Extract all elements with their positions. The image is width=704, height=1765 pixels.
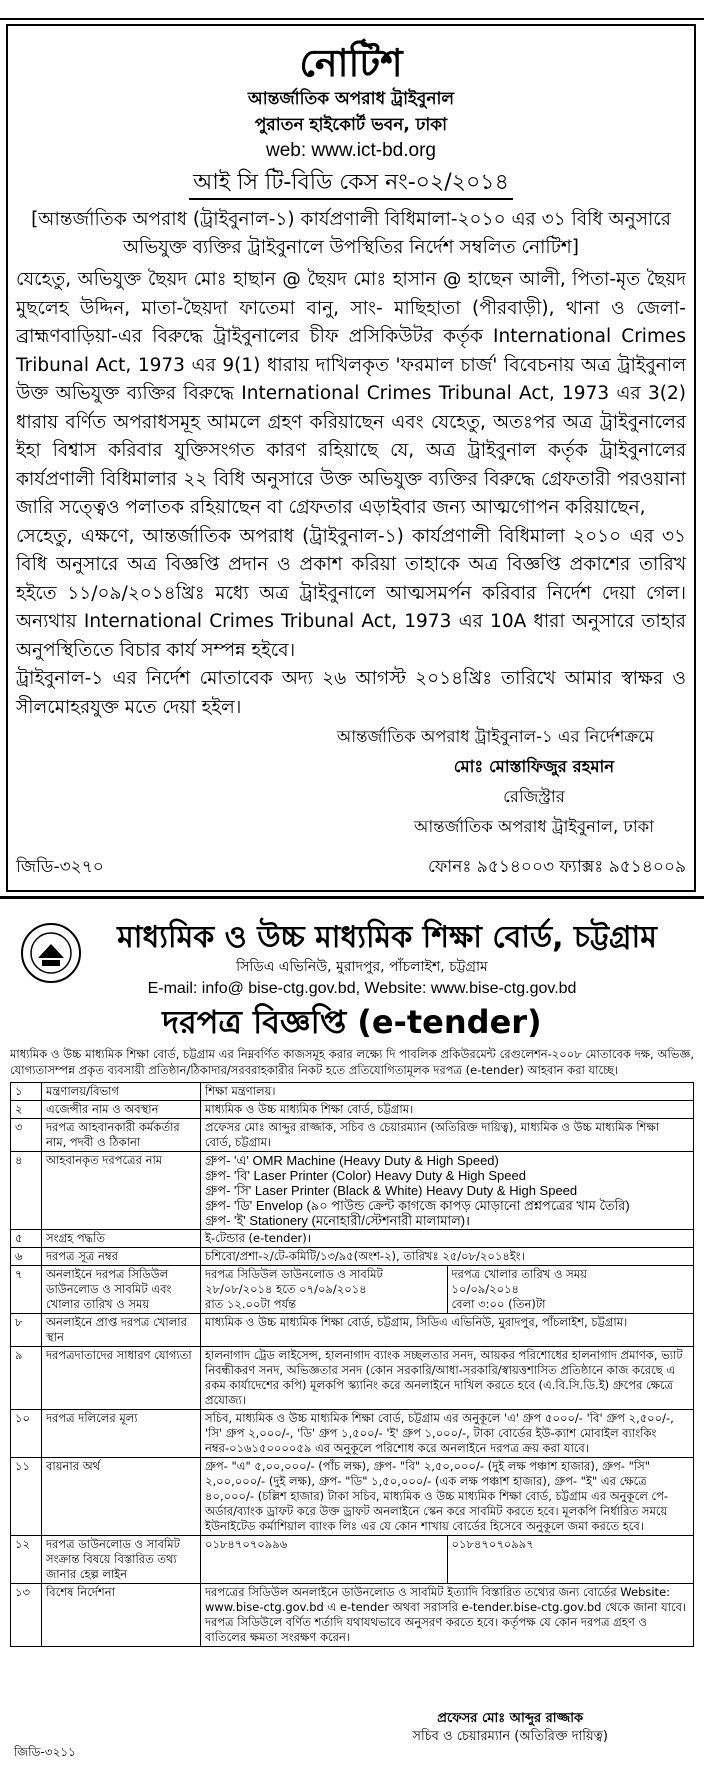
table-row: ১২ দরপত্র ডাউনলোড ও সাবমিট সংক্রান্ত বিষয়ে বিস্তারিত তথ্য জানার হেল্প লাইন ০১৮৪৭০৭০৯৯৬ ০১৮৪৭০৭০৯৯৭ bbox=[11, 1536, 694, 1584]
tender-table bbox=[10, 1082, 694, 1647]
board-logo-icon bbox=[20, 922, 82, 984]
notice-subject: [আন্তর্জাতিক অপরাধ (ট্রাইবুনাল-১) কার্যপ্রণালী বিধিমালা-২০১০ এর ৩১ বিধি অনুসারে অভিযুক্ত ব্যক্তির ট্রাইবুনালে উপস্থিতির নির্দেশ সম্বলিত নোটিশ] bbox=[31, 209, 671, 258]
tribunal-website[interactable]: web: www.ict-bd.org bbox=[265, 140, 436, 161]
table-row: ১ মন্ত্রণালয়/বিভাগ শিক্ষা মন্ত্রণালয়। bbox=[11, 1083, 694, 1101]
top-border bbox=[0, 18, 704, 20]
tribunal-address: পুরাতন হাইকোর্ট ভবন, ঢাকা bbox=[254, 115, 448, 135]
signer-name: মোঃ মোস্তাফিজুর রহমান bbox=[453, 757, 615, 776]
paragraph-1: যেহেতু, অভিযুক্ত ছৈয়দ মোঃ হাছান @ ছৈয়দ মোঃ হাসান @ হাছেন আলী, পিতা-মৃত ছৈয়দ মুছলেহ উদ্দিন, মাতা-ছৈয়দা ফাতেমা বানু, সাং- মাছিহাতা (পীরবাড়ী), থানা ও জেলা-ব্রাহ্মণবাড়িয়া-এর বিরুদ্ধে ট্রাইবুনালের চীফ প্রসিকিউটর কর্তৃক International Crimes Tribunal Act, 1973 এর 9(1) ধারায় দাখিলকৃত 'ফরমাল চার্জ' বিবেচনায় অত্র ট্রাইবুনাল উক্ত অভিযুক্ত ব্যক্তির বিরুদ্ধে International Crimes Tribunal Act, 1973 এর 3(2) ধারায় বর্ণিত অপরাধসমূহ আমলে গ্রহণ করিয়াছেন এবং যেহেতু, অতঃপর অত্র ট্রাইবুনালের ইহা বিশ্বাস করিবার যুক্তিসংগত কারণ রহিয়াছে যে, অত্র ট্রাইবুনাল কর্তৃক ট্রাইবুনালের কার্যপ্রণালী বিধিমালার ২২ বিধি অনুসারে উক্ত অভিযুক্ত ব্যক্তির বিরুদ্ধে গ্রেফতারী পরওয়ানা জারি সত্ত্বেও পলাতক রহিয়াছেন বা গ্রেফতার এড়াইবার জন্য আত্মগোপন করিয়াছেন, bbox=[16, 269, 686, 518]
tender-signature: প্রফেসর মোঃ আব্দুর রাজ্জাক সচিব ও চেয়ারম্যান (অতিরিক্ত দায়িত্ব) bbox=[412, 1711, 608, 1744]
phone-fax: ফোনঃ ৯৫১৪০০৩ ফ্যাক্সঃ ৯৫১৪০০৯ bbox=[427, 857, 686, 877]
tender-gd-number: জিডি-৩২১১ bbox=[14, 1745, 76, 1759]
table-row: ১৩ বিশেষ নির্দেশনা দরপত্রের সিডিউল অনলাইনে ডাউনলোড ও সাবমিট ইত্যাদি বিস্তারিত তথ্যের জন্য বোর্ডের Website: www.bise-ctg.gov.bd এ e-tender অথবা সরাসরি e-tender.bise-ctg.gov.bd থেকে জানা যাবে। দরপত্র সিডিউলে বর্ণিত শর্তাদি যথাযথভাবে অনুসরণ করতে হবে। কর্তৃপক্ষ যে কোন দরপত্র গ্রহণ ও বাতিলের ক্ষমতা সংরক্ষণ করেন। bbox=[11, 1584, 694, 1647]
notice-body bbox=[16, 266, 686, 722]
signature-block bbox=[8, 722, 654, 842]
tender-notice bbox=[6, 902, 698, 1765]
table-row: ১০ দরপত্র দলিলের মূল্য সচিব, মাধ্যমিক ও উচ্চ মাধ্যমিক শিক্ষা বোর্ড, চট্টগ্রাম এর অনুকূলে 'এ' গ্রুপ ৫০০০/- 'বি' গ্রুপ ২,৫০০/-, 'সি' গ্রুপ ২,০০০/-, 'ডি' গ্রুপ ১,৫০০/- 'ই' গ্রুপ ১,০০০/-, টাকা বোর্ডের ইউ-ক্যাশ মোবাইল ব্যাংকিং নম্বর-০১৬১৫০০০০৫৯ এর অনুকূলে পরিশোধ করে অনলাইনে দরপত্র ক্রয় করা যাবে। bbox=[11, 1410, 694, 1458]
table-row: ৮ অনলাইনে প্রাপ্ত দরপত্র খোলার স্থান মাধ্যমিক ও উচ্চ মাধ্যমিক শিক্ষা বোর্ড, চট্টগ্রাম, সিডিএ এভিনিউ, মুরাদপুর, পাঁচলাইশ, চট্টগ্রাম। bbox=[11, 1314, 694, 1347]
tribunal-name: আন্তর্জাতিক অপরাধ ট্রাইবুনাল bbox=[247, 89, 455, 109]
case-number: আই সি টি-বিডি কেস নং-০২/২০১৪ bbox=[8, 168, 694, 200]
board-name: মাধ্যমিক ও উচ্চ মাধ্যমিক শিক্ষা বোর্ড, চট্টগ্রাম bbox=[117, 920, 657, 955]
tender-intro: মাধ্যমিক ও উচ্চ মাধ্যমিক শিক্ষা বোর্ড, চট্টগ্রাম এর নিম্নবর্ণিত কাজসমূহ করার লক্ষ্যে দি পাবলিক প্রকিউরমেন্ট রেগুলেশন-২০০৮ মোতাবেক দক্ষ, অভিজ্ঞ, যোগ্যতাসম্পন্ন প্রকৃত ব্যবসায়ী প্রতিষ্ঠান/ঠিকাদার/সরবরাহকারীর নিকট হতে প্রতিযোগিতামূলক দরপত্র (e-tender) আহবান করা যাচ্ছে। bbox=[10, 1047, 694, 1077]
gd-number: জিডি-৩২৭০ bbox=[16, 857, 104, 877]
separator bbox=[0, 896, 704, 899]
table-row: ৫ সংগ্রহ পদ্ধতি ই-টেন্ডার (e-tender)। bbox=[11, 1230, 694, 1248]
board-address: সিডিএ এভিনিউ, মুরাদপুর, পাঁচলাইশ, চট্টগ্রাম bbox=[236, 959, 488, 975]
table-row: ১১ বায়নার অর্থ গ্রুপ- "এ" ৫,০০,০০০/- (পাঁচ লক্ষ), গ্রুপ- "বি" ২,৫০,০০০/- (দুই লক্ষ পঞ্চাশ হাজার), গ্রুপ- "সি" ২,০০,০০০/- (দুই লক্ষ), গ্রুপ- "ডি" ১,৫০,০০০/- (এক লক্ষ পঞ্চাশ হাজার), গ্রুপ- "ই" এর ক্ষেত্রে ৪০,০০০/- (চল্লিশ হাজার) টাকা সচিব, মাধ্যমিক ও উচ্চ মাধ্যমিক শিক্ষা বোর্ড, চট্টগ্রাম এর অনুকূলে পে-অর্ডার/ব্যাংক ড্রাফট করে উক্ত ড্রাফট অনলাইনে স্কেন করে সাবমিট করতে হবে। মূলকপি নির্ধারিত সময়ে ইউনাইটেড কর্মাশিয়াল ব্যাংক লিঃ এর যে কোন শাখায় বোর্ডের হিসেবে অনুকূলে জমা করতে হবে। bbox=[11, 1458, 694, 1536]
tender-title: দরপত্র বিজ্ঞপ্তি (e-tender) bbox=[162, 1003, 542, 1041]
tribunal-notice bbox=[6, 24, 696, 892]
table-row: ৭ অনলাইনে দরপত্র সিডিউল ডাউনলোড ও সাবমিট এবং খোলার তারিখ ও সময় দরপত্র সিডিউল ডাউনলোড ও সাবমিট ২৮/০৮/২০১৪ হতে ০৭/০৯/২০১৪ রাত ১২.০০টা পর্যন্ত দরপত্র খোলার তারিখ ও সময় ১০/০৯/২০১৪ বেলা ৩:০০ (তিন)টা bbox=[11, 1266, 694, 1314]
table-row: ৩ দরপত্র আহবানকারী কর্মকর্তার নাম, পদবী ও ঠিকানা প্রফেসর মোঃ আব্দুর রাজ্জাক, সচিব ও চেয়ারম্যান (অতিরিক্ত দায়িত্ব), মাধ্যমিক ও উচ্চ মাধ্যমিক শিক্ষা বোর্ড, চট্টগ্রাম। bbox=[11, 1119, 694, 1152]
paragraph-2: সেহেতু, এক্ষণে, আন্তর্জাতিক অপরাধ (ট্রাইবুনাল-১) কার্যপ্রণালী বিধিমালা ২০১০ এর ৩১ বিধি অনুসারে অত্র বিজ্ঞপ্তি প্রদান ও প্রকাশ করিয়া তাহাকে অত্র বিজ্ঞপ্তি প্রকাশের তারিখ হইতে ১১/০৯/২০১৪খ্রিঃ মধ্যে অত্র ট্রাইবুনালে আত্মসমর্পন করিবার নির্দেশ দেয়া গেল। অন্যথায় International Crimes Tribunal Act, 1973 এর 10A ধারা অনুসারে তাহার অনুপস্থিতিতে বিচার কার্য সম্পন্ন হইবে। bbox=[16, 525, 686, 661]
paragraph-3: ট্রাইবুনাল-১ এর নির্দেশ মোতাবেক অদ্য ২৬ আগস্ট ২০১৪খ্রিঃ তারিখে আমার স্বাক্ষর ও সীলমোহরযুক্ত মতে দেয়া হইল। bbox=[16, 668, 686, 718]
notice-title: নোটিশ bbox=[299, 41, 403, 85]
table-row: ৪ আহবানকৃত দরপত্রের নাম গ্রুপ- 'এ' OMR Machine (Heavy Duty & High Speed) গ্রুপ- 'বি' Laser Printer (Color) Heavy Duty & High Speed গ্রুপ- 'সি' Laser Printer (Black & White) Heavy Duty & High Speed গ্রুপ- 'ডি' Envelop (৯০ পাউন্ড ক্রেন্ট কাগজে কাপড় মোড়ানো প্রশ্নপত্রের খাম তৈরি) গ্রুপ- 'ই' Stationery (মনোহারী/স্টেশনারী মালামাল)। bbox=[11, 1152, 694, 1230]
table-row: ২ এজেন্সীর নাম ও অবস্থান মাধ্যমিক ও উচ্চ মাধ্যমিক শিক্ষা বোর্ড, চট্টগ্রাম। bbox=[11, 1101, 694, 1119]
table-row: ৯ দরপত্রদাতাদের সাধারণ যোগ্যতা হালনাগাদ ট্রেড লাইসেন্স, হালনাগাদ ব্যাংক সচ্ছলতার সনদ, আয়কর পরিশোধের হালনাগাদ প্রমাণক, ভ্যাট নিবন্ধীকরণ সনদ, অভিজ্ঞতার সনদ (কোন সরকারি/আধা-সরকারি/স্বায়ত্তশাসিত প্রতিষ্ঠানে কাজ করেছে এ রকম কার্যাদেশের কপি) মূলকপি স্ক্যানিং করে অনলাইনে দাখিল করতে হবে (এ.বি.সি.ডি.ই) গ্রুপের ক্ষেত্রে প্রযোজ্য। bbox=[11, 1347, 694, 1410]
notice-footer bbox=[16, 854, 686, 882]
signer-title: রেজিস্ট্রার bbox=[503, 787, 565, 806]
signer-org: আন্তর্জাতিক অপরাধ ট্রাইবুনাল, ঢাকা bbox=[413, 817, 654, 836]
board-contact[interactable]: E-mail: info@ bise-ctg.gov.bd, Website: www.bise-ctg.gov.bd bbox=[147, 980, 577, 997]
by-order: আন্তর্জাতিক অপরাধ ট্রাইবুনাল-১ এর নির্দেশক্রমে bbox=[336, 727, 654, 746]
table-row: ৬ দরপত্র সূত্র নম্বর চশিবো/প্রশা-২/টে-কমিটি/১৩/৯৫(অংশ-২), তারিখঃ ২৫/০৮/২০১৪ইং। bbox=[11, 1248, 694, 1266]
